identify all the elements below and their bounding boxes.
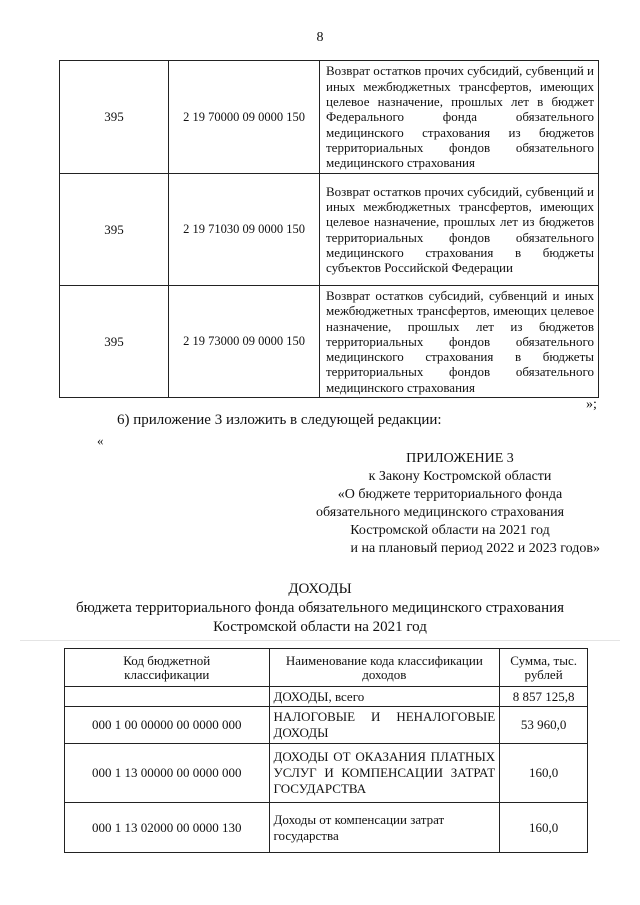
description-cell: Возврат остатков прочих субсидий, субвенций и иных межбюджетных трансфертов, имеющих целевое назначение, прошлых лет из бюджетов территориальных фондов обязательного медицинского страхования в бюджеты субъектов Российской Федерации	[320, 174, 599, 286]
name-cell: Доходы от компенсации затрат государства	[269, 803, 500, 853]
appendix-header	[250, 450, 600, 558]
amendment-item-text: 6) приложение 3 изложить в следующей редакции:	[117, 412, 442, 428]
income-table	[64, 648, 588, 853]
name-cell: ДОХОДЫ, всего	[269, 687, 500, 707]
opening-quote: «	[97, 433, 104, 448]
sum-cell: 160,0	[500, 744, 588, 803]
code-cell: 000 1 13 00000 00 0000 000	[65, 744, 270, 803]
name-cell: ДОХОДЫ ОТ ОКАЗАНИЯ ПЛАТНЫХ УСЛУГ И КОМПЕНСАЦИИ ЗАТРАТ ГОСУДАРСТВА	[269, 744, 500, 803]
table-row	[65, 744, 588, 803]
admin-code-cell: 395	[60, 174, 169, 286]
budget-codes-table	[59, 60, 599, 398]
appendix-line: и на плановый период 2022 и 2023 годов»	[350, 541, 600, 556]
document-title	[0, 580, 640, 637]
appendix-line: к Закону Костромской области	[368, 469, 552, 484]
table-row	[60, 174, 599, 286]
header-name: Наименование кода классификации доходов	[269, 649, 500, 687]
appendix-line: Костромской области на 2021 год	[350, 523, 550, 538]
sum-cell: 53 960,0	[500, 707, 588, 744]
code-cell: 000 1 13 02000 00 0000 130	[65, 803, 270, 853]
closing-quote: »;	[586, 397, 597, 412]
appendix-title: ПРИЛОЖЕНИЕ 3	[406, 451, 514, 466]
table-header-row	[65, 649, 588, 687]
appendix-line: обязательного медицинского страхования	[315, 505, 565, 520]
appendix-line: «О бюджете территориального фонда	[337, 487, 563, 502]
header-sum: Сумма, тыс. рублей	[500, 649, 588, 687]
code-cell	[65, 687, 270, 707]
admin-code-cell: 395	[60, 286, 169, 398]
budget-code-cell: 2 19 70000 09 0000 150	[169, 61, 320, 174]
table-row	[60, 286, 599, 398]
title-line: бюджета территориального фонда обязательного медицинского страхования	[75, 600, 565, 616]
description-cell: Возврат остатков субсидий, субвенций и иных межбюджетных трансфертов, имеющих целевое назначение, прошлых лет из бюджетов территориальных фондов обязательного медицинского страхования в бюджеты территориальных фондов обязательного медицинского страхования	[320, 286, 599, 398]
table-row	[60, 61, 599, 174]
table-row	[65, 687, 588, 707]
admin-code-cell: 395	[60, 61, 169, 174]
sum-cell: 160,0	[500, 803, 588, 853]
budget-code-cell: 2 19 71030 09 0000 150	[169, 174, 320, 286]
description-cell: Возврат остатков прочих субсидий, субвенций и иных межбюджетных трансфертов, имеющих целевое назначение, прошлых лет в бюджет Федерального фонда обязательного медицинского страхования из бюджетов территориальных фондов обязательного медицинского страхования	[320, 61, 599, 174]
title-line: ДОХОДЫ	[288, 581, 352, 597]
header-code: Код бюджетной классификации	[65, 649, 270, 687]
budget-code-cell: 2 19 73000 09 0000 150	[169, 286, 320, 398]
title-line: Костромской области на 2021 год	[213, 619, 427, 635]
table-row	[65, 803, 588, 853]
page-number: 8	[316, 30, 324, 45]
table-row	[65, 707, 588, 744]
sum-cell: 8 857 125,8	[500, 687, 588, 707]
name-cell: НАЛОГОВЫЕ И НЕНАЛОГОВЫЕ ДОХОДЫ	[269, 707, 500, 744]
code-cell: 000 1 00 00000 00 0000 000	[65, 707, 270, 744]
